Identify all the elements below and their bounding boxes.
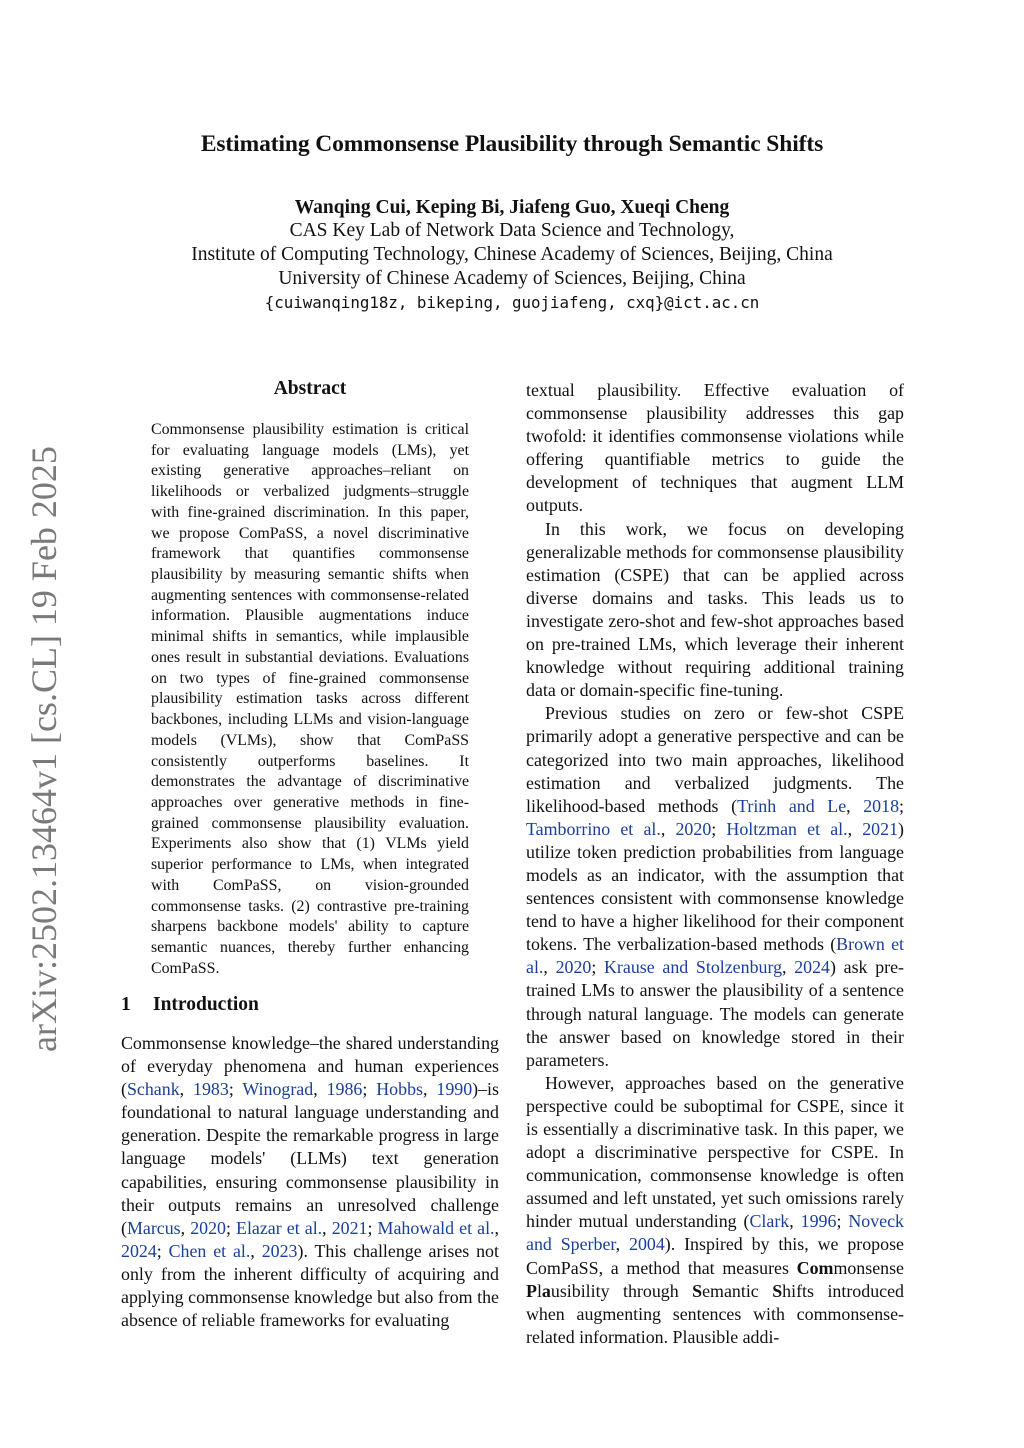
text-run: ; — [362, 1079, 377, 1100]
text-run: ; — [156, 1240, 169, 1261]
affiliation-line-1: CAS Key Lab of Network Data Science and Technology, — [289, 220, 735, 241]
text-run: , — [179, 1079, 194, 1100]
text-run: , — [615, 1234, 629, 1255]
citation-link[interactable]: Marcus — [126, 1217, 181, 1238]
intro-paragraph-3 — [526, 702, 904, 1072]
text-run: ; — [225, 1217, 237, 1238]
citation-link[interactable]: 2024 — [121, 1240, 157, 1261]
citation-link[interactable]: 1996 — [800, 1211, 837, 1232]
acronym-bold-letters: S — [692, 1280, 703, 1301]
text-run: , — [543, 957, 556, 978]
citation-link[interactable]: Chen et al. — [168, 1240, 251, 1261]
text-run: , — [180, 1217, 191, 1238]
citation-link[interactable]: Mahowald et al. — [377, 1217, 495, 1238]
text-run: l — [536, 1280, 542, 1301]
citation-link[interactable]: 2020 — [675, 818, 712, 839]
text-run: , — [660, 818, 676, 839]
text-run: , — [789, 1211, 801, 1232]
text-run: , — [847, 818, 863, 839]
citation-link[interactable]: 2020 — [190, 1217, 226, 1238]
citation-link[interactable]: Trinh and Le — [737, 795, 847, 816]
acronym-bold-letters: Com — [796, 1257, 834, 1278]
text-run: ; — [367, 1217, 378, 1238]
acronym-bold-letters: a — [541, 1280, 551, 1301]
citation-link[interactable]: Tamborrino et al. — [526, 818, 661, 839]
citation-link[interactable]: 2004 — [629, 1234, 665, 1255]
citation-link[interactable]: 1986 — [326, 1079, 363, 1100]
citation-link[interactable]: Krause and Stolzenburg — [604, 957, 783, 978]
citation-link[interactable]: 2020 — [555, 957, 592, 978]
section-title: Introduction — [153, 994, 259, 1015]
text-run: ; — [711, 818, 727, 839]
text-run: However, approaches based on the generative perspective could be suboptimal for CSPE, since it is essentially a discriminative task. In this paper, we adopt a discriminative perspective for CSPE. In communication, commonsense knowledge is often assumed and left unstated, yet such omissions rarely hinder mutual understanding ( — [526, 1072, 904, 1232]
citation-link[interactable]: Winograd — [242, 1079, 314, 1100]
citation-link[interactable]: 2021 — [331, 1217, 368, 1238]
abstract-heading: Abstract — [273, 378, 347, 399]
text-run: monsense — [833, 1257, 904, 1278]
text-run: ). Inspired by this, we propose ComPaSS, a method that measures — [526, 1234, 904, 1278]
text-run: Previous studies on zero or few-shot CSPE primarily adopt a generative perspective and can be categorized into two main approaches, likelihood estimation and verbalized judgments. The likelihood-based methods ( — [526, 703, 904, 816]
text-run: ; — [591, 957, 605, 978]
affiliation-line-3: University of Chinese Academy of Sciences, Beijing, China — [278, 268, 746, 289]
citation-link[interactable]: Schank — [126, 1079, 180, 1100]
text-run: emantic — [702, 1280, 773, 1301]
text-run: , — [846, 795, 864, 816]
citation-link[interactable]: Hobbs — [376, 1079, 423, 1100]
right-column-intro — [526, 379, 904, 1349]
intro-paragraph-4 — [526, 1072, 904, 1349]
author-emails: {cuiwanqing18z, bikeping, guojiafeng, cxq}@ict.ac.cn — [264, 293, 760, 312]
citation-link[interactable]: 1990 — [436, 1079, 473, 1100]
acronym-bold-letters: S — [772, 1280, 783, 1301]
text-run: , — [494, 1217, 499, 1238]
text-run: , — [250, 1240, 262, 1261]
text-run: , — [322, 1217, 332, 1238]
text-run: , — [422, 1079, 437, 1100]
citation-link[interactable]: Noveck and Sperber — [526, 1211, 904, 1255]
text-run: Commonsense knowledge–the shared understanding of everyday phenomena and human experiences ( — [121, 1033, 499, 1100]
abstract-body: Commonsense plausibility estimation is critical for evaluating language models (LMs), yet existing generative approaches–reliant on likelihoods or verbalized judgments–struggle with fine-grained discrimination. In this paper, we propose ComPaSS, a novel discriminative framework that quantifies commonsense plausibility by measuring semantic shifts when augmenting sentences with commonsense-related information. Plausible augmentations induce minimal shifts in semantics, while implausible ones result in substantial deviations. Evaluations on two types of fine-grained commonsense plausibility estimation tasks across different backbones, including LLMs and vision-language models (VLMs), show that ComPaSS consistently outperforms baselines. It demonstrates the advantage of discriminative approaches over generative methods in fine-grained commonsense plausibility evaluation. Experiments also show that (1) VLMs yield superior performance to LMs, when integrated with ComPaSS, on vision-grounded commonsense tasks. (2) contrastive pre-training sharpens backbone models' ability to capture semantic nuances, thereby further enhancing ComPaSS. — [151, 421, 469, 977]
citation-link[interactable]: 1983 — [193, 1079, 229, 1100]
citation-link[interactable]: 2023 — [261, 1240, 298, 1261]
citation-link[interactable]: 2021 — [862, 818, 899, 839]
text-run: )–is foundational to natural language understanding and generation. Despite the remarkable progress in large language models' (LLMs) text generation capabilities, ensuring commonsense plausibility in their outputs remains an unresolved challenge ( — [121, 1079, 499, 1238]
intro-paragraph-2: In this work, we focus on developing generalizable methods for commonsense plausibility estimation (CSPE) that can be applied across diverse domains and tasks. This leads us to investigate zero-shot and few-shot approaches based on pre-trained LMs, which leverage their inherent knowledge without requiring additional training data or domain-specific fine-tuning. — [526, 518, 904, 701]
affiliation-line-2: Institute of Computing Technology, Chinese Academy of Sciences, Beijing, China — [191, 244, 833, 265]
text-run: ; — [836, 1211, 849, 1232]
paper-title: Estimating Commonsense Plausibility through Semantic Shifts — [200, 131, 824, 157]
text-run: , — [782, 957, 795, 978]
citation-link[interactable]: 2024 — [794, 957, 830, 978]
citation-link[interactable]: Clark — [749, 1211, 790, 1232]
citation-link[interactable]: Brown et al. — [526, 934, 904, 978]
intro-paragraph-1-continued: textual plausibility. Effective evaluation of commonsense plausibility addresses this gap twofold: it identifies commonsense violations while offering quantifiable metrics to guide the development of techniques that augment LLM outputs. — [526, 380, 904, 516]
text-run: hifts introduced when augmenting sentences with commonsense-related information. Plausible addi- — [526, 1280, 904, 1347]
section-number: 1 — [121, 994, 131, 1015]
intro-paragraph-1 — [121, 1032, 499, 1332]
text-run: ) utilize token prediction probabilities from language models as an indicator, with the assumption that sentences consistent with commonsense knowledge tend to have a higher likelihood for their component tokens. The verbalization-based methods ( — [526, 818, 904, 955]
text-run: ; — [228, 1079, 243, 1100]
citation-link[interactable]: Elazar et al. — [236, 1217, 323, 1238]
citation-link[interactable]: Holtzman et al. — [726, 818, 848, 839]
citation-link[interactable]: 2018 — [863, 795, 900, 816]
text-run: usibility through — [550, 1280, 693, 1301]
left-column-intro — [121, 1032, 499, 1332]
arxiv-identifier-stamp: arXiv:2502.13464v1 [cs.CL] 19 Feb 2025 — [24, 446, 64, 1052]
text-run: ; — [899, 795, 904, 816]
text-run: ) ask pre-trained LMs to answer the plausibility of a sentence through natural language. The models can generate the answer based on knowledge stored in their parameters. — [526, 957, 904, 1070]
text-run: , — [313, 1079, 327, 1100]
author-list: Wanqing Cui, Keping Bi, Jiafeng Guo, Xueqi Cheng — [294, 197, 730, 218]
section-heading-introduction — [121, 994, 259, 1016]
acronym-bold-letters: P — [526, 1280, 537, 1301]
text-run: ). This challenge arises not only from the inherent difficulty of acquiring and applying commonsense knowledge but also from the absence of reliable frameworks for evaluating — [121, 1240, 499, 1331]
